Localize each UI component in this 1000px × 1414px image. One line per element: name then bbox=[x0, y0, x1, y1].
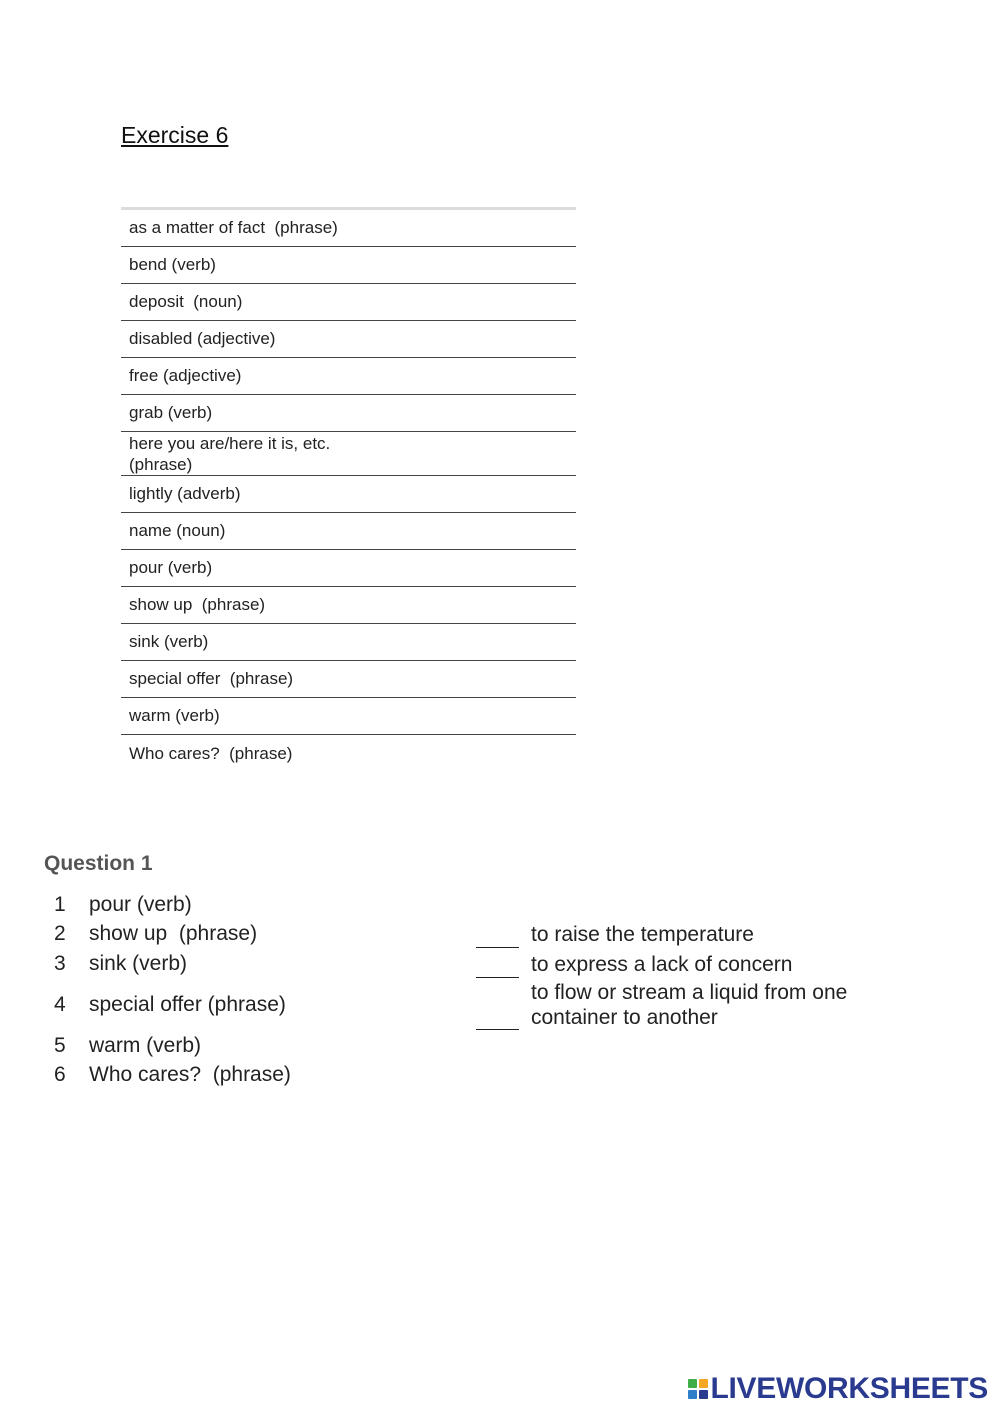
vocab-term: disabled (adjective) bbox=[129, 329, 276, 348]
vocab-row bbox=[121, 358, 576, 395]
item-text: Who cares? (phrase) bbox=[89, 1063, 291, 1086]
question-item bbox=[54, 993, 286, 1017]
item-text: warm (verb) bbox=[89, 1034, 202, 1057]
vocab-row bbox=[121, 698, 576, 735]
vocab-row bbox=[121, 395, 576, 432]
vocab-term: Who cares? (phrase) bbox=[129, 743, 293, 763]
definition-text: to express a lack of concern bbox=[531, 953, 793, 976]
question-item bbox=[54, 1034, 201, 1058]
vocab-row bbox=[121, 587, 576, 624]
vocab-row bbox=[121, 550, 576, 587]
logo-cell-l bbox=[688, 1379, 697, 1388]
brand-name: LIVEWORKSHEETS bbox=[710, 1372, 988, 1405]
answer-blank[interactable] bbox=[476, 1029, 519, 1030]
vocab-row bbox=[121, 661, 576, 698]
vocab-row bbox=[121, 624, 576, 661]
vocab-row bbox=[121, 513, 576, 550]
vocab-row bbox=[121, 284, 576, 321]
logo-cell-e bbox=[699, 1390, 708, 1399]
vocab-term: grab (verb) bbox=[129, 403, 213, 422]
vocab-term: bend (verb) bbox=[129, 255, 216, 274]
definition-text: to flow or stream a liquid from one container to another bbox=[531, 981, 848, 1029]
vocab-term: warm (verb) bbox=[129, 706, 220, 725]
question-item bbox=[54, 922, 257, 946]
exercise-title: Exercise 6 bbox=[121, 122, 229, 148]
answer-blank[interactable] bbox=[476, 977, 519, 978]
vocab-term: deposit (noun) bbox=[129, 292, 243, 311]
logo-cell-v bbox=[688, 1390, 697, 1399]
vocab-term: lightly (adverb) bbox=[129, 484, 241, 503]
vocab-row bbox=[121, 210, 576, 247]
vocab-term: show up (phrase) bbox=[129, 595, 266, 614]
answer-blank[interactable] bbox=[476, 947, 519, 948]
question-heading: Question 1 bbox=[44, 852, 153, 875]
vocab-row bbox=[121, 432, 576, 476]
vocab-term: name (noun) bbox=[129, 521, 226, 540]
vocab-row bbox=[121, 247, 576, 284]
item-number: 1 bbox=[54, 893, 66, 916]
vocab-term: special offer (phrase) bbox=[129, 669, 294, 688]
item-number: 6 bbox=[54, 1063, 66, 1086]
item-text: special offer (phrase) bbox=[89, 993, 286, 1016]
item-number: 4 bbox=[54, 993, 66, 1016]
logo-cell-i bbox=[699, 1379, 708, 1388]
item-text: pour (verb) bbox=[89, 893, 192, 916]
item-text: sink (verb) bbox=[89, 952, 188, 975]
vocabulary-table bbox=[121, 207, 576, 772]
vocab-row bbox=[121, 321, 576, 358]
vocab-row bbox=[121, 476, 576, 513]
vocab-term: free (adjective) bbox=[129, 366, 242, 385]
liveworksheets-brand bbox=[688, 1372, 989, 1406]
item-number: 2 bbox=[54, 922, 66, 945]
vocab-term: sink (verb) bbox=[129, 632, 209, 651]
item-number: 5 bbox=[54, 1034, 66, 1057]
definition-text: to raise the temperature bbox=[531, 923, 754, 946]
item-number: 3 bbox=[54, 952, 66, 975]
question-item bbox=[54, 952, 187, 976]
question-item bbox=[54, 893, 192, 917]
item-text: show up (phrase) bbox=[89, 922, 258, 945]
question-item bbox=[54, 1063, 291, 1087]
vocab-term: here you are/here it is, etc. (phrase) bbox=[129, 433, 331, 474]
vocab-term: as a matter of fact (phrase) bbox=[129, 218, 338, 237]
vocab-row bbox=[121, 735, 576, 772]
vocab-term: pour (verb) bbox=[129, 558, 213, 577]
liveworksheets-logo-icon bbox=[688, 1379, 708, 1399]
